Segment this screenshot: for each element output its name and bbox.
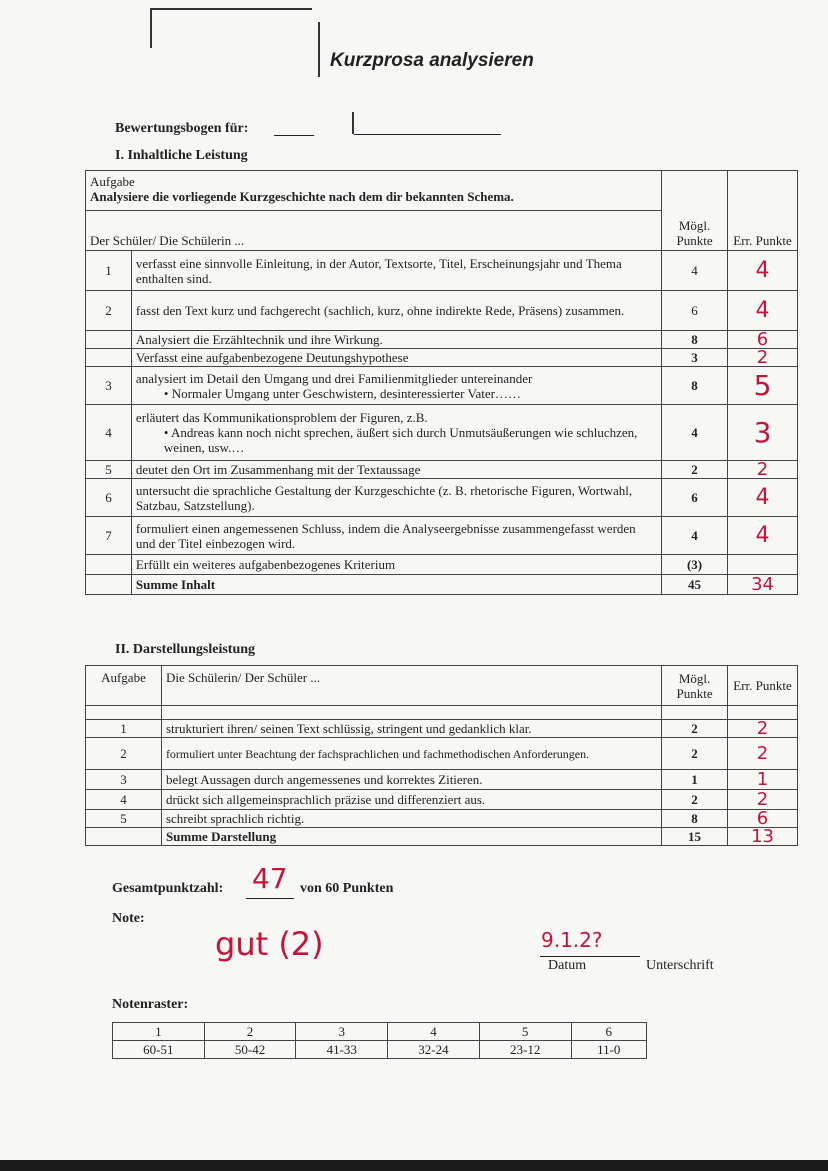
note-value: gut (2) [215,925,324,963]
possible-points: 2 [662,720,728,738]
pen-mark [150,8,152,48]
achieved-points: 6 [728,331,798,349]
row-number: 2 [86,738,162,770]
col-err-header: Err. Punkte [728,171,798,251]
criterion-text: analysiert im Detail den Umgang und drei Familienmitglieder untereinander [135,370,533,386]
achieved-points: 4 [728,479,798,517]
achieved-points [728,555,798,575]
table-row [86,367,798,405]
header-row [86,666,798,706]
criterion-text: Erfüllt ein weiteres aufgabenbezogenes Kriterium [131,555,661,575]
criterion-text: erläutert das Kommunikationsproblem der Figuren, z.B. [135,410,428,425]
possible-points: 2 [662,461,728,479]
possible-points: 3 [662,349,728,367]
table-row [86,331,798,349]
possible-points: 6 [662,291,728,331]
col-err-header: Err. Punkte [728,666,798,706]
criterion-text: strukturiert ihren/ seinen Text schlüssig, stringent und gedanklich klar. [161,720,661,738]
section2-title: II. Darstellungsleistung [115,642,256,657]
achieved-points: 5 [728,367,798,405]
grade-cell: 6 [571,1023,646,1041]
notenraster-table [112,1022,647,1059]
datum-value: 9.1.2? [541,928,603,952]
criterion-example: • Andreas kann noch nicht sprechen, äußert sich durch Unmutsäußerungen wie schluchzen, weinen, usw.… [163,425,638,455]
criterion-text: drückt sich allgemeinsprachlich präzise und differenziert aus. [161,790,661,810]
darstellung-table [85,665,798,846]
sum-possible: 15 [662,828,728,846]
criterion-text: verfasst eine sinnvolle Einleitung, in der Autor, Textsorte, Titel, Erscheinungsjahr und Thema enthalten sind. [131,251,661,291]
possible-points: 8 [662,331,728,349]
sum-achieved: 34 [728,575,798,595]
achieved-points: 2 [728,790,798,810]
criterion-text: untersucht die sprachliche Gestaltung der Kurzgeschichte (z. B. rhetorische Figuren, Wortwahl, Satzbau, Satzstellung). [131,479,661,517]
sum-achieved: 13 [728,828,798,846]
aufgabe-label: Aufgabe [90,174,135,189]
row-number [86,349,132,367]
row-number [86,331,132,349]
possible-points: 4 [662,517,728,555]
table-row [86,790,798,810]
possible-points: 8 [662,367,728,405]
col-moegl-header: Mögl. Punkte [662,171,728,251]
possible-points: 1 [662,770,728,790]
grade-cell: 5 [479,1023,571,1041]
row-number: 3 [86,770,162,790]
inhalt-table [85,170,798,595]
row-number: 5 [86,461,132,479]
grade-cell: 3 [296,1023,388,1041]
sum-label: Summe Darstellung [161,828,661,846]
note-label: Note: [112,911,145,926]
range-cell: 50-42 [204,1041,296,1059]
possible-points: 2 [662,790,728,810]
aufgabe-header: Aufgabe [86,666,162,706]
row-number: 4 [86,790,162,810]
pen-mark [152,8,312,10]
criterion-text: formuliert einen angemessenen Schluss, indem die Analyseergebnisse zusammengefasst werden und der Titel einbezogen wird. [131,517,661,555]
range-cell: 32-24 [388,1041,480,1059]
criterion-text: schreibt sprachlich richtig. [161,810,661,828]
criterion-text: fasst den Text kurz und fachgerecht (sachlich, kurz, ohne indirekte Rede, Präsens) zusammen. [131,291,661,331]
achieved-points: 4 [728,291,798,331]
possible-points: 8 [662,810,728,828]
range-cell: 11-0 [571,1041,646,1059]
notenraster-label: Notenraster: [112,997,189,1012]
achieved-points: 4 [728,251,798,291]
table-row [86,349,798,367]
aufgabe-row [86,171,798,211]
criterion-text: Verfasst eine aufgabenbezogene Deutungshypothese [131,349,661,367]
criterion-text: Analysiert die Erzähltechnik und ihre Wirkung. [131,331,661,349]
criterion-text: formuliert unter Beachtung der fachsprachlichen und fachmethodischen Anforderungen. [161,738,661,770]
criterion-text: deutet den Ort im Zusammenhang mit der Textaussage [131,461,661,479]
bewertungsbogen-label: Bewertungsbogen für: [115,121,249,136]
table-row [86,738,798,770]
von-label: von 60 Punkten [300,881,394,896]
col-moegl-header: Mögl. Punkte [662,666,728,706]
range-cell: 23-12 [479,1041,571,1059]
achieved-points: 2 [728,738,798,770]
possible-points: 6 [662,479,728,517]
sum-row [86,575,798,595]
sum-possible: 45 [662,575,728,595]
grade-cell: 4 [388,1023,480,1041]
row-number: 2 [86,291,132,331]
table-row [86,291,798,331]
sum-row [86,828,798,846]
bottom-edge [0,1160,828,1171]
row-number: 1 [86,251,132,291]
achieved-points: 1 [728,770,798,790]
achieved-points: 2 [728,349,798,367]
range-cell: 60-51 [113,1041,205,1059]
criterion-example: • Normaler Umgang unter Geschwistern, desinteressierter Vater…… [163,385,521,401]
achieved-points: 4 [728,517,798,555]
schueler-header: Die Schülerin/ Der Schüler ... [161,666,661,706]
table-row [86,517,798,555]
achieved-points: 2 [728,461,798,479]
pen-mark [318,22,320,77]
possible-points: 4 [662,405,728,461]
gesamt-label: Gesamtpunktzahl: [112,881,224,896]
range-cell: 41-33 [296,1041,388,1059]
possible-points: 4 [662,251,728,291]
achieved-points: 2 [728,720,798,738]
table-row [86,720,798,738]
pen-mark [352,112,354,134]
criterion-text: belegt Aussagen durch angemessenes und korrektes Zitieren. [161,770,661,790]
row-number: 6 [86,479,132,517]
achieved-points: 3 [728,405,798,461]
achieved-points: 6 [728,810,798,828]
datum-label: Datum [548,958,587,973]
schueler-label: Der Schüler/ Die Schülerin ... [86,211,662,251]
possible-points: 2 [662,738,728,770]
unterschrift-label: Unterschrift [646,958,714,973]
row-number: 3 [86,367,132,405]
table-row [86,479,798,517]
spacer-row [86,706,798,720]
grade-cell: 1 [113,1023,205,1041]
sum-label: Summe Inhalt [131,575,661,595]
section1-title: I. Inhaltliche Leistung [115,148,248,163]
possible-points: (3) [662,555,728,575]
aufgabe-text: Analysiere die vorliegende Kurzgeschichte nach dem dir bekannten Schema. [90,189,514,204]
row-number: 4 [86,405,132,461]
table-row [86,555,798,575]
gesamt-value: 47 [252,862,288,895]
page-title: Kurzprosa analysieren [330,50,534,71]
row-number [86,555,132,575]
grade-row [113,1023,647,1041]
row-number: 5 [86,810,162,828]
table-row [86,810,798,828]
gesamt-line [246,898,294,899]
table-row [86,405,798,461]
table-row [86,770,798,790]
datum-line [540,956,640,957]
table-row [86,461,798,479]
table-row [86,251,798,291]
name-field-line [274,135,314,136]
row-number: 1 [86,720,162,738]
grade-cell: 2 [204,1023,296,1041]
range-row [113,1041,647,1059]
name-field-line [354,134,501,135]
row-number: 7 [86,517,132,555]
